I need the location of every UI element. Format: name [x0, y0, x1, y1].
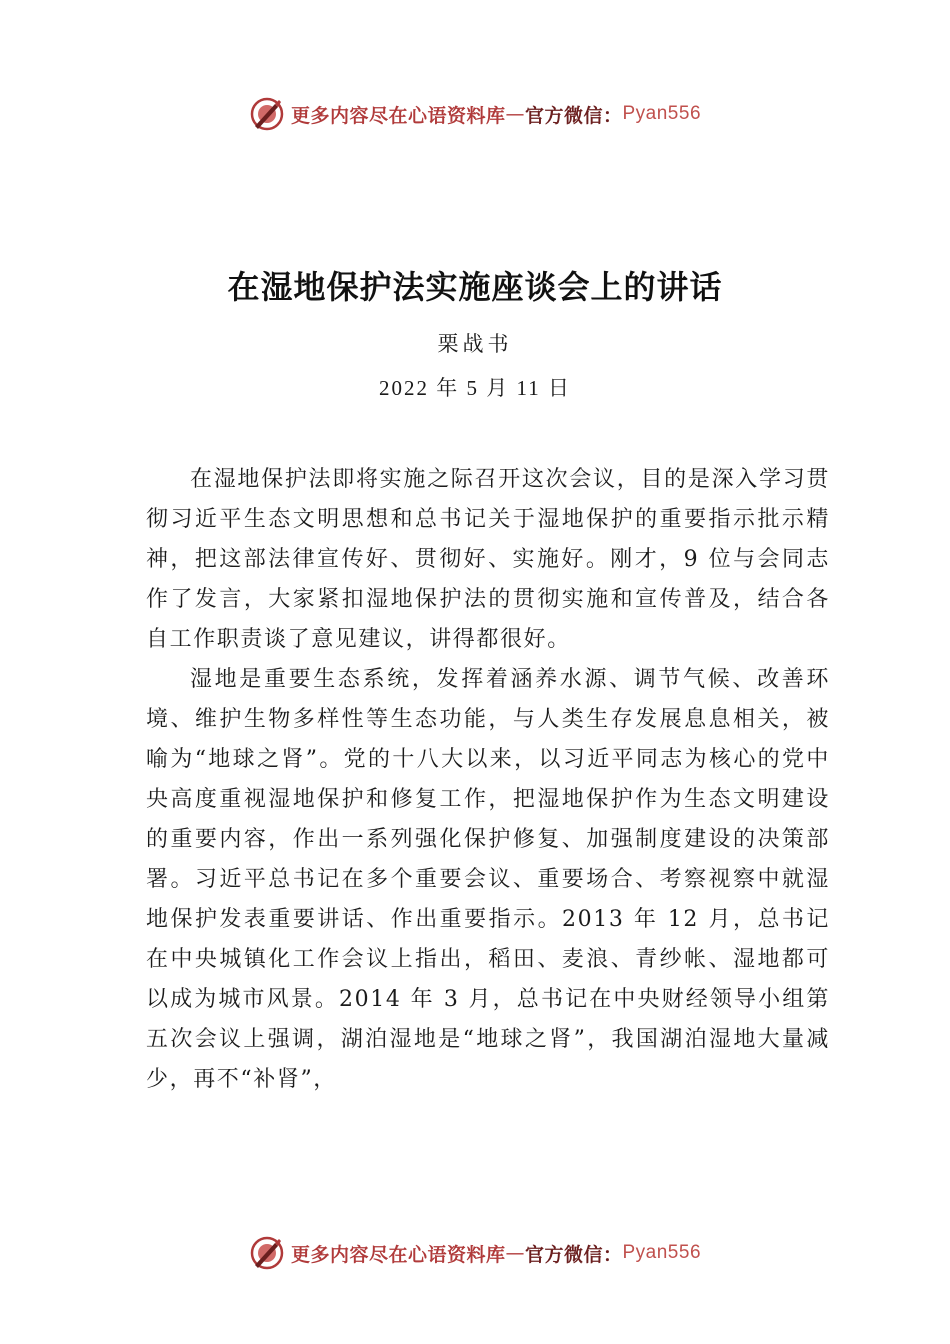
document-body — [146, 460, 830, 1100]
pen-seal-icon — [249, 1235, 285, 1271]
pen-seal-icon — [249, 96, 285, 132]
footer-library-text: 更多内容尽在心语资料库 — [290, 1243, 506, 1266]
footer-dash: — — [505, 1242, 525, 1264]
header-official-label: 官方微信： — [524, 104, 623, 127]
paragraph: 湿地是重要生态系统，发挥着涵养水源、调节气候、改善环境、维护生物多样性等生态功能，与人类生存发展息息相关，被喻为“地球之肾”。党的十八大以来，以习近平同志为核心的党中央高度重视湿地保护和修复工作，把湿地保护作为生态文明建设的重要内容，作出一系列强化保护修复、加强制度建设的决策部署。习近平总书记在多个重要会议、重要场合、考察视察中就湿地保护发表重要讲话、作出重要指示。2013 年 12 月，总书记在中央城镇化工作会议上指出，稻田、麦浪、青纱帐、湿地都可以成为城市风景。2014 年 3 月，总书记在中央财经领导小组第五次会议上强调，湖泊湿地是“地球之肾”，我国湖泊湿地大量减少，再不“补肾”， — [146, 667, 830, 1092]
header-banner — [0, 94, 950, 134]
paragraph: 在湿地保护法即将实施之际召开这次会议，目的是深入学习贯彻习近平生态文明思想和总书记关于湿地保护的重要指示批示精神，把这部法律宣传好、贯彻好、实施好。刚才，9 位与会同志作了发言，大家紧扣湿地保护法的贯彻实施和宣传普及，结合各自工作职责谈了意见建议，讲得都很好。 — [146, 467, 830, 652]
header-dash: — — [505, 103, 525, 125]
document-title: 在湿地保护法实施座谈会上的讲话 — [227, 268, 723, 306]
footer-wechat-id: Pyan556 — [622, 1242, 702, 1263]
document-author: 栗战书 — [437, 332, 513, 356]
document-date: 2022 年 5 月 11 日 — [379, 376, 571, 400]
footer-banner-text — [291, 1240, 701, 1267]
footer-banner — [0, 1233, 950, 1273]
header-wechat-id: Pyan556 — [622, 103, 702, 124]
header-banner-text — [291, 101, 701, 128]
footer-official-label: 官方微信： — [524, 1243, 623, 1266]
header-library-text: 更多内容尽在心语资料库 — [290, 104, 506, 127]
